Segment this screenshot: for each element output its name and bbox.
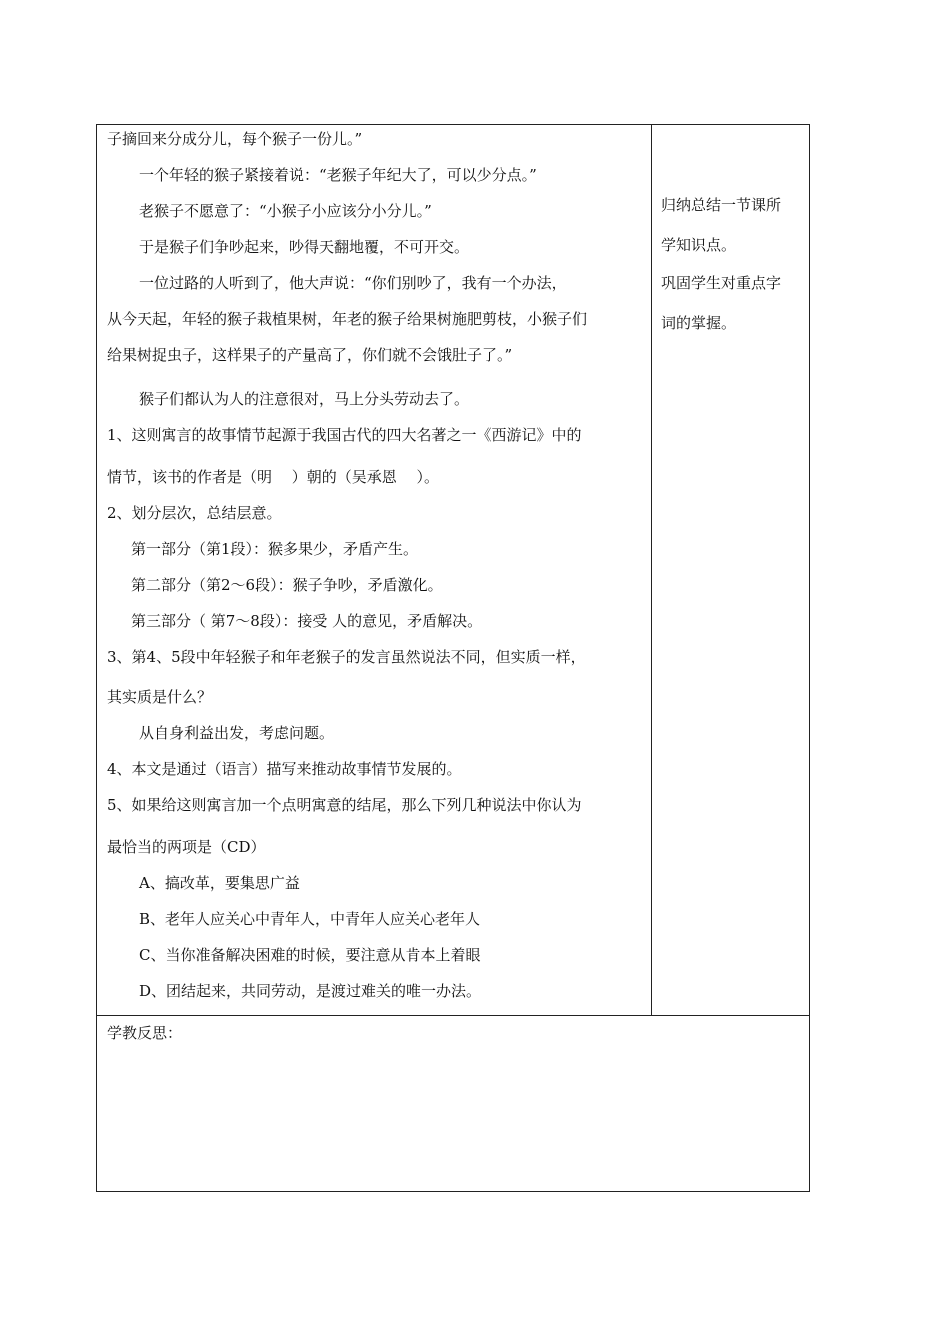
text-line: 第三部分（ 第7～8段）：接受 人的意见，矛盾解决。	[131, 612, 483, 630]
row-divider	[97, 1015, 809, 1016]
text-line: 其实质是什么？	[107, 688, 213, 706]
option-a: A、搞改革，要集思广益	[139, 874, 300, 892]
question-5: 5、如果给这则寓言加一个点明寓意的结尾，那么下列几种说法中你认为	[107, 796, 582, 814]
lesson-table	[96, 124, 810, 1192]
text-line: 给果树捉虫子，这样果子的产量高了，你们就不会饿肚子了。”	[107, 346, 513, 364]
text-line: 第二部分（第2～6段）：猴子争吵，矛盾激化。	[131, 576, 443, 594]
text-line: 第一部分（第1段）：猴多果少，矛盾产生。	[131, 540, 419, 558]
text-line: 猴子们都认为人的注意很对，马上分头劳动去了。	[139, 390, 470, 408]
text-line: 最恰当的两项是（CD）	[107, 838, 266, 856]
text-line: 老猴子不愿意了：“小猴子小应该分小分儿。”	[139, 202, 432, 220]
side-note-line: 归纳总结一节课所	[661, 196, 782, 214]
question-3: 3、第4、5段中年轻猴子和年老猴子的发言虽然说法不同，但实质一样，	[107, 648, 586, 666]
column-divider	[651, 125, 652, 1015]
text-line: 一位过路的人听到了，他大声说：“你们别吵了，我有一个办法，	[139, 274, 567, 292]
question-4: 4、本文是通过（语言）描写来推动故事情节发展的。	[107, 760, 462, 778]
text-line: 一个年轻的猴子紧接着说：“老猴子年纪大了，可以少分点。”	[139, 166, 537, 184]
text-line: 从今天起，年轻的猴子栽植果树，年老的猴子给果树施肥剪枝，小猴子们	[107, 310, 588, 328]
text-line: 子摘回来分成分儿，每个猴子一份儿。”	[107, 130, 363, 148]
option-b: B、老年人应关心中青年人，中青年人应关心老年人	[139, 910, 481, 928]
answer-3: 从自身利益出发，考虑问题。	[139, 724, 335, 742]
reflection-label: 学教反思：	[107, 1024, 183, 1042]
option-d: D、团结起来，共同劳动，是渡过难关的唯一办法。	[139, 982, 482, 1000]
question-2: 2、划分层次，总结层意。	[107, 504, 282, 522]
side-note-line: 巩固学生对重点字	[661, 274, 782, 292]
question-1: 1、这则寓言的故事情节起源于我国古代的四大名著之一《西游记》中的	[107, 426, 582, 444]
option-c: C、当你准备解决困难的时候，要注意从肯本上着眼	[139, 946, 481, 964]
side-note-line: 学知识点。	[661, 236, 737, 254]
text-line: 情节，该书的作者是（明 ）朝的（吴承恩 ）。	[107, 468, 440, 486]
side-note-line: 词的掌握。	[661, 314, 737, 332]
text-line: 于是猴子们争吵起来，吵得天翻地覆，不可开交。	[139, 238, 470, 256]
